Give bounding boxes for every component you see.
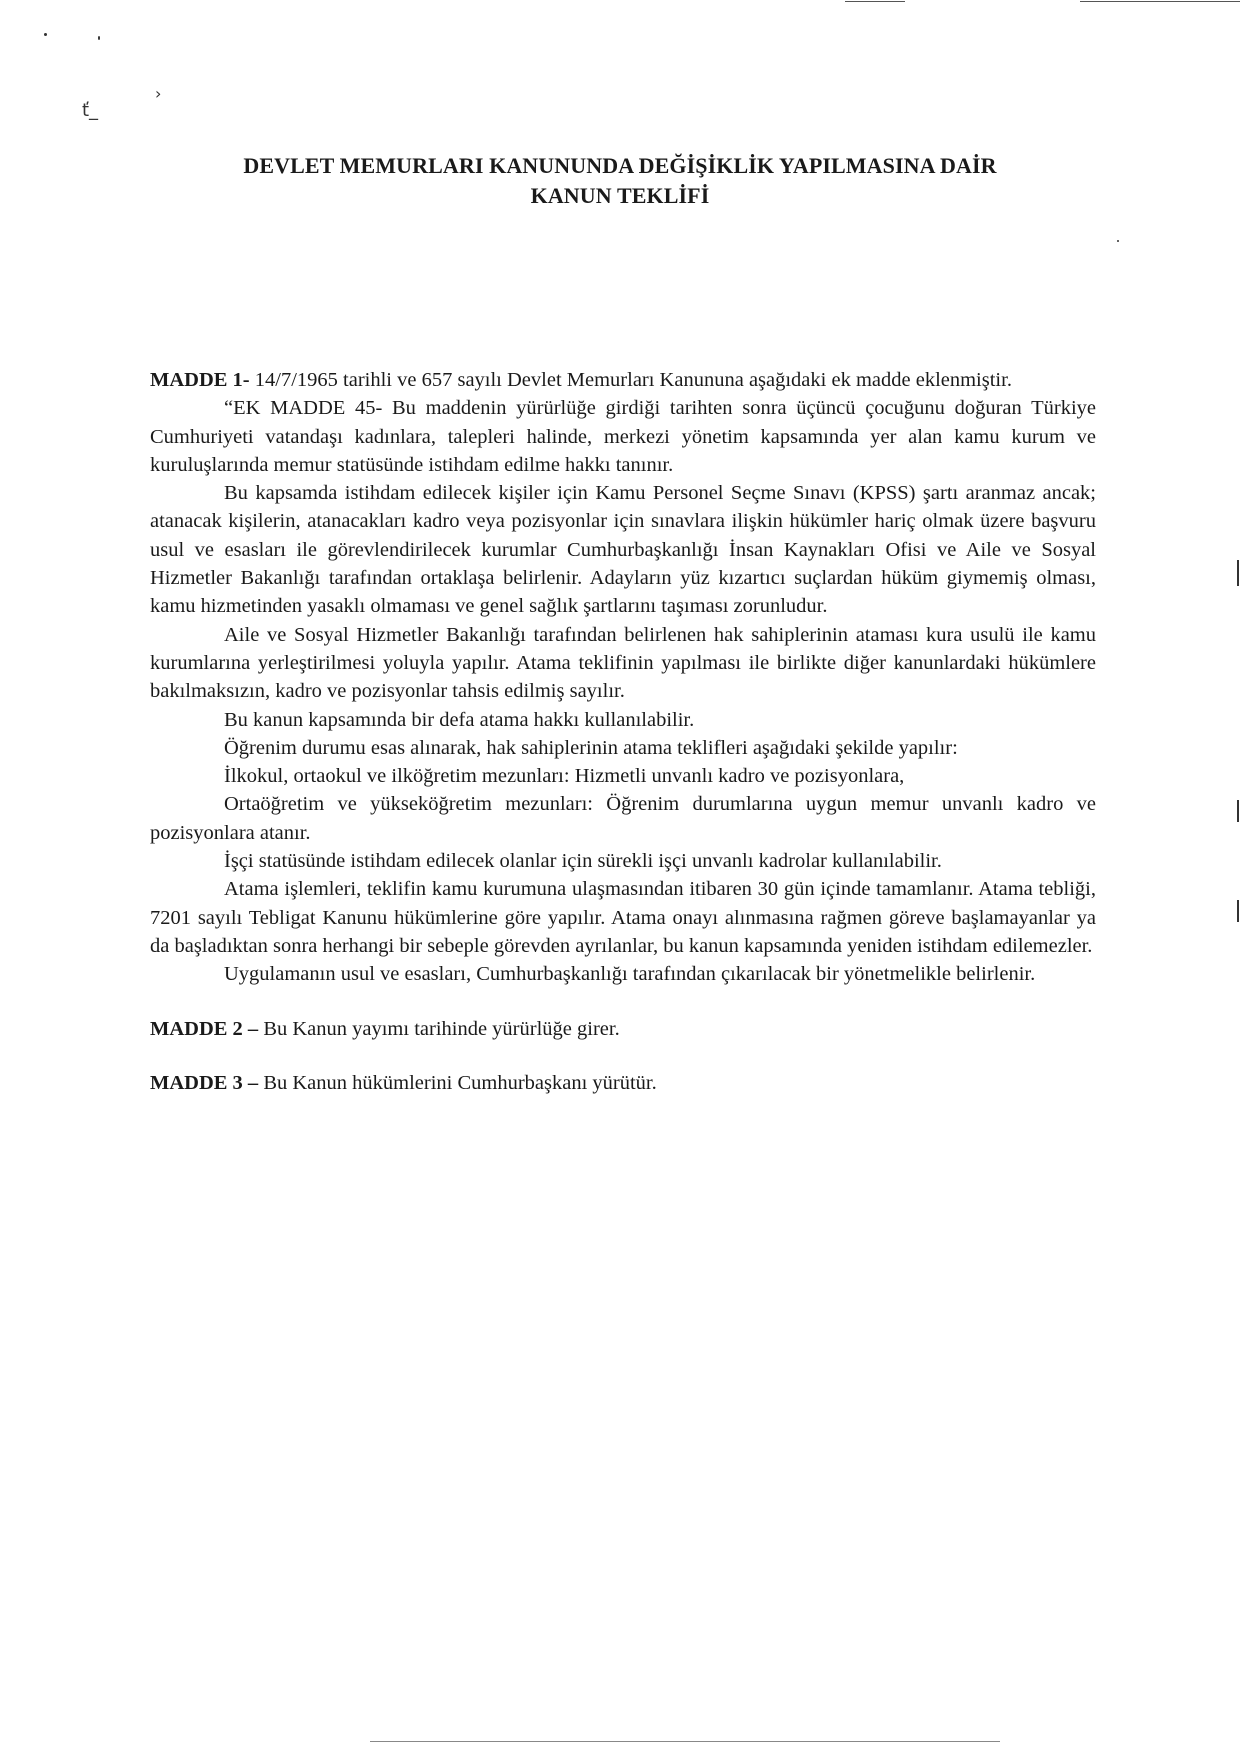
scan-artifact-dot <box>98 36 100 40</box>
paragraph: Bu kanun kapsamında bir defa atama hakkı kullanılabilir. <box>224 708 695 731</box>
scan-artifact-line <box>845 1 905 2</box>
scan-artifact-dot <box>44 33 47 36</box>
paragraph: Uygulamanın usul ve esasları, Cumhurbaşkanlığı tarafından çıkarılacak bir yönetmelikle belirlenir. <box>224 963 1036 986</box>
spacer <box>150 989 1096 1015</box>
madde-3 <box>150 1069 1096 1097</box>
title-line-2: KANUN TEKLİFİ <box>530 183 710 208</box>
paragraph: Atama işlemleri, teklifin kamu kurumuna ulaşmasından itibaren 30 gün içinde tamamlanır. Atama tebliği, 7201 sayılı Tebligat Kanunu hükümlerine göre yapılır. Atama onayı alınmasına rağmen göreve başlamayanlar ya da başladıktan sonra herhangi bir sebeple görevden ayrılanlar, bu kanun kapsamında yeniden istihdam edilemezler. <box>150 878 1096 957</box>
scan-artifact-line <box>370 1741 1000 1742</box>
paragraph: Bu kapsamda istihdam edilecek kişiler için Kamu Personel Seçme Sınavı (KPSS) şartı aranmaz ancak; atanacak kişilerin, atanacakları kadro veya pozisyonlar için sınavlara ilişkin hükümler hariç olmak üzere başvuru usul ve esasları ile görevlendirilecek kurumlar Cumhurbaşkanlığı İnsan Kaynakları Ofisi ve Aile ve Sosyal Hizmetler Bakanlığı tarafından ortaklaşa belirlenir. Adayların yüz kızartıcı suçlardan hüküm giymemiş olması, kamu hizmetinden yasaklı olmaması ve genel sağlık şartlarını taşıması zorunludur. <box>150 482 1096 618</box>
paragraph: Aile ve Sosyal Hizmetler Bakanlığı tarafından belirlenen hak sahiplerinin ataması kura usulü ile kamu kurumlarına yerleştirilmesi yoluyla yapılır. Atama teklifinin yapılması ile birlikte diğer kanunlardaki hükümlere bakılmaksızın, kadro ve pozisyonlar tahsis edilmiş sayılır. <box>150 623 1096 703</box>
handwritten-mark: › <box>155 84 162 103</box>
madde-2-label: MADDE 2 – <box>150 1017 259 1040</box>
scan-artifact-line <box>1080 1 1240 2</box>
scan-artifact-edge <box>1237 560 1239 586</box>
madde-1-intro-text: 14/7/1965 tarihli ve 657 sayılı Devlet Memurları Kanununa aşağıdaki ek madde eklenmiştir. <box>249 369 1012 391</box>
paragraph: Ortaöğretim ve yükseköğretim mezunları: Öğrenim durumlarına uygun memur unvanlı kadro ve pozisyonlara atanır. <box>150 793 1096 844</box>
spacer <box>150 1043 1096 1069</box>
scan-artifact-dot <box>1117 240 1119 242</box>
paragraph: İşçi statüsünde istihdam edilecek olanlar için sürekli işçi unvanlı kadrolar kullanılabilir. <box>224 850 942 873</box>
madde-3-label: MADDE 3 – <box>150 1071 259 1094</box>
title-line-1: DEVLET MEMURLARI KANUNUNDA DEĞİŞİKLİK YAPILMASINA DAİR <box>243 153 997 178</box>
paragraph: İlkokul, ortaokul ve ilköğretim mezunları: Hizmetli unvanlı kadro ve pozisyonlara, <box>224 765 905 788</box>
paragraph: “EK MADDE 45- Bu maddenin yürürlüğe girdiği tarihten sonra üçüncü çocuğunu doğuran Türkiye Cumhuriyeti vatandaşı kadınlara, talepleri halinde, merkezi yönetim kapsamında yer alan kamu kurum ve kuruluşlarında memur statüsünde istihdam edilme hakkı tanınır. <box>150 397 1096 476</box>
madde-2 <box>150 1015 1096 1043</box>
paragraph: Öğrenim durumu esas alınarak, hak sahiplerinin atama teklifleri aşağıdaki şekilde yapılır: <box>224 736 958 759</box>
madde-1-intro <box>150 366 1096 394</box>
document-title <box>150 151 1090 211</box>
madde-1-label: MADDE 1- <box>150 369 250 391</box>
madde-2-text: Bu Kanun yayımı tarihinde yürürlüğe girer. <box>258 1017 620 1040</box>
madde-3-text: Bu Kanun hükümlerini Cumhurbaşkanı yürütür. <box>258 1071 657 1094</box>
handwritten-mark: ť_ <box>82 100 99 121</box>
document-body <box>150 366 1096 1097</box>
scan-artifact-edge <box>1237 800 1239 822</box>
scan-artifact-edge <box>1237 900 1239 922</box>
